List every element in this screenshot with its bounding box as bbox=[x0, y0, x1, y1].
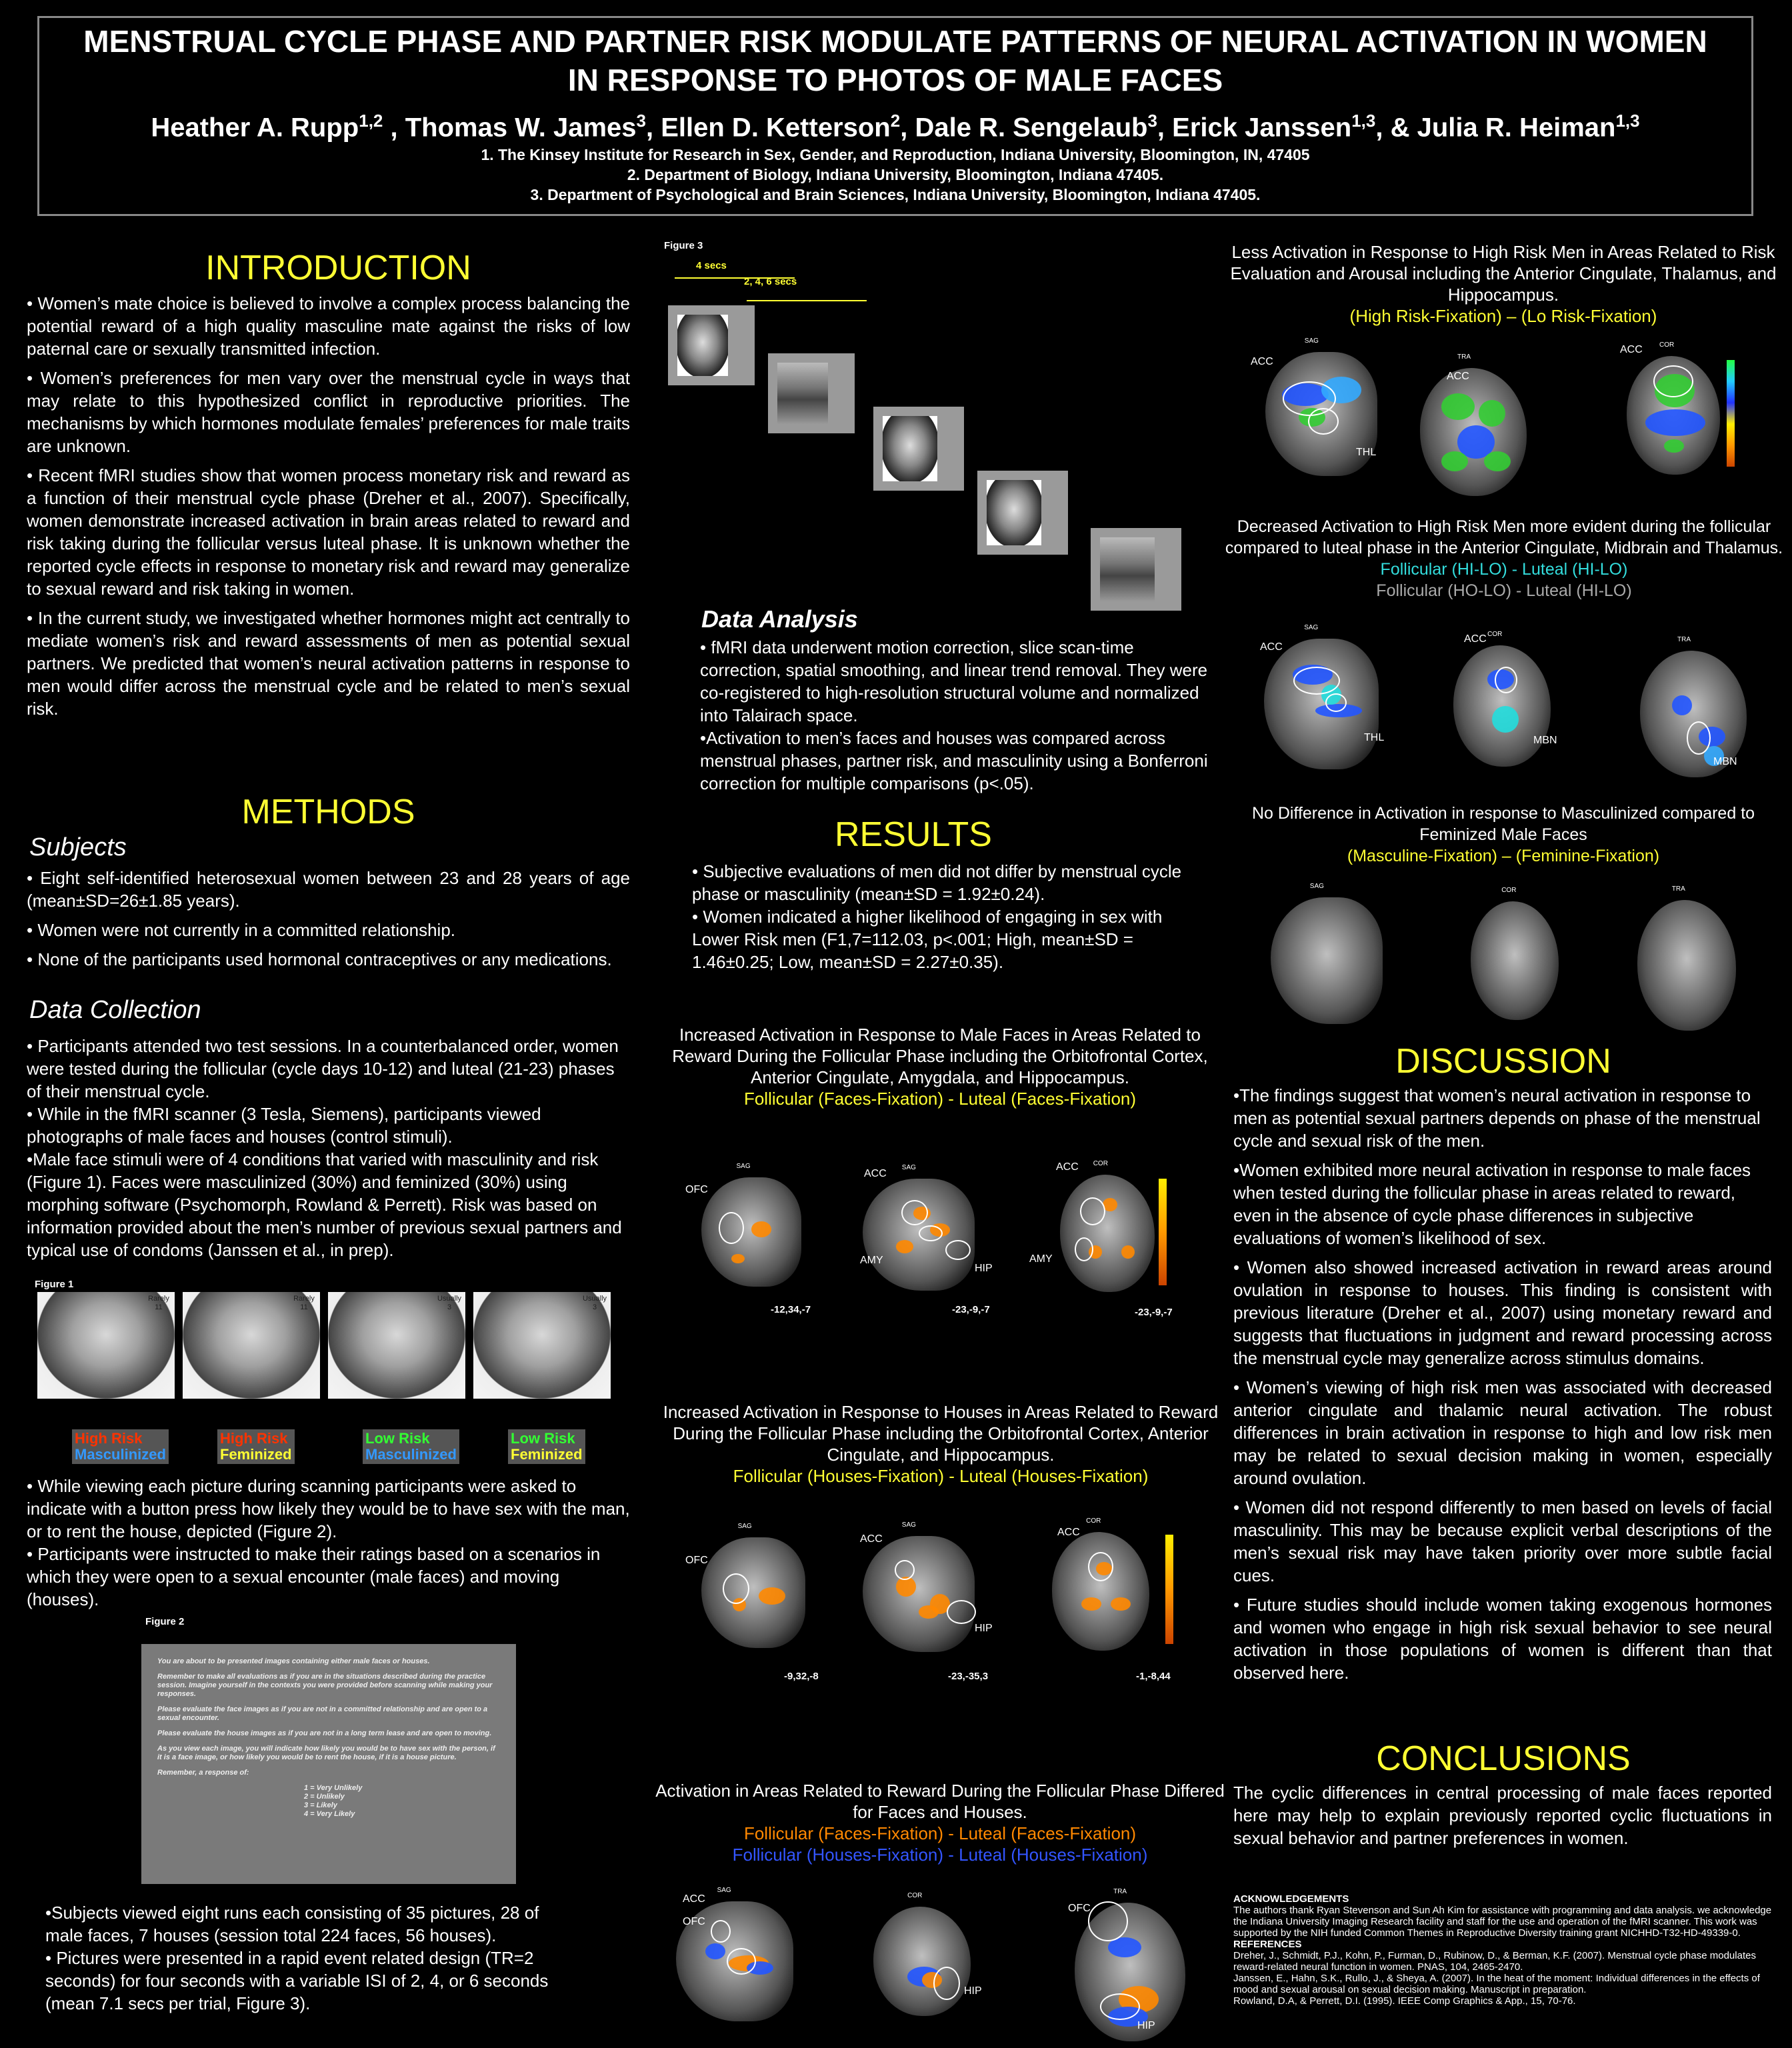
brain-slice-cor bbox=[1471, 901, 1559, 1020]
rating-option: 3 = Likely bbox=[304, 1801, 337, 1809]
brain-slice-sag bbox=[1271, 897, 1383, 1024]
region-label-ofc: OFC bbox=[685, 1555, 708, 1566]
risk-frequency-label: Rarely 11 bbox=[293, 1295, 315, 1311]
view-label: SAG bbox=[901, 1521, 916, 1529]
view-label: COR bbox=[1501, 887, 1517, 894]
roi-circle bbox=[947, 1600, 976, 1624]
slice-coordinate: -12,34,-7 bbox=[771, 1304, 811, 1315]
view-label: TRA bbox=[1677, 636, 1691, 643]
brain-slice-sag bbox=[701, 1537, 805, 1648]
stimulus-face-photo bbox=[473, 1292, 611, 1399]
intro-paragraph: • Women’s mate choice is believed to involve a complex process balancing the potential reward of a high quality masculine mate against the risks of low paternal care or sexually transmitted infection. bbox=[27, 293, 630, 359]
houses-contrast: Follicular (Houses-Fixation) - Luteal (Houses-Fixation) bbox=[733, 1466, 1149, 1486]
figure1-label: Figure 1 bbox=[35, 1279, 74, 1290]
results-item: • Subjective evaluations of men did not differ by menstrual cycle phase or masculinity (mean±SD = 1.92±0.24). bbox=[692, 861, 1182, 904]
risk-frequency-label: Rarely 11 bbox=[148, 1295, 169, 1311]
view-label: TRA bbox=[1671, 885, 1685, 893]
roi-circle bbox=[1080, 1197, 1105, 1225]
acknowledgements-section bbox=[1233, 1893, 1773, 2007]
region-label-mbn: MBN bbox=[1533, 735, 1557, 746]
face-condition-label: High Risk Feminized bbox=[217, 1429, 295, 1464]
roi-circle bbox=[1653, 365, 1693, 397]
masculinity-contrast: (Masculine-Fixation) – (Feminine-Fixation) bbox=[1347, 847, 1660, 865]
discussion-item: • Women’s viewing of high risk men was associated with decreased anterior cingulate and thalamic neural activation. The robust differences in brain activation in response to high and low risk men may be related to sexual decision making in women, especially around ovulation. bbox=[1233, 1377, 1772, 1488]
slice-coordinate: -1,-8,44 bbox=[1136, 1671, 1171, 1682]
affiliation-3: 3. Department of Psychological and Brain Sciences, Indiana University, Bloomington, Indiana 47405. bbox=[530, 186, 1261, 204]
region-label-amy: AMY bbox=[1029, 1253, 1053, 1265]
region-label-hip: HIP bbox=[975, 1263, 993, 1274]
discussion-item: • Future studies should include women taking exogenous hormones and women who engage in high risk sexual behavior to see neural activation in those populations of women is different than that observed here. bbox=[1233, 1595, 1772, 1683]
affiliation-2: 2. Department of Biology, Indiana University, Bloomington, Indiana 47405. bbox=[627, 166, 1164, 184]
discussion-item: •The findings suggest that women’s neural activation in response to men as potential sexual partners depends on phase of the menstrual cycle and sexual risk of the men. bbox=[1233, 1085, 1761, 1151]
procedure-item: • Participants were instructed to make their ratings based on a scenarios in which they were open to a sexual encounter (male faces) and moving (houses). bbox=[27, 1544, 601, 1609]
subjects-heading: Subjects bbox=[29, 833, 127, 861]
view-label: COR bbox=[1659, 341, 1675, 349]
data-analysis-body bbox=[700, 636, 1213, 795]
region-label-ofc: OFC bbox=[685, 1184, 708, 1195]
stimulus-face-photo bbox=[328, 1292, 465, 1399]
region-label-acc: ACC bbox=[683, 1893, 705, 1905]
instruction-line: Remember to make all evaluations as if you are in the situations described during the practice session. Imagine yourself in the contexts you were provided before scanning while making your responses. bbox=[157, 1673, 493, 1698]
roi-circle bbox=[727, 1948, 756, 1975]
roi-circle bbox=[1495, 667, 1517, 693]
phase-contrast-2: Follicular (HO-LO) - Luteal (HI-LO) bbox=[1376, 581, 1632, 600]
phase-contrast-1: Follicular (HI-LO) - Luteal (HI-LO) bbox=[1380, 560, 1628, 579]
view-label: TRA bbox=[1457, 353, 1471, 361]
brain-slice-sag bbox=[1264, 639, 1379, 769]
risk-frequency-label: Usually 3 bbox=[437, 1295, 462, 1311]
data-collection-item: •Male face stimuli were of 4 conditions that varied with masculinity and risk (Figure 1). Faces were masculinized (30%) and feminized (30%) using morphing software (Psychomorph, Rowland & Perrett). Risk was based on information provided about the men’s number of previous sexual partners and typical use of condoms (Janssen et al., in prep). bbox=[27, 1149, 622, 1260]
activation-cluster bbox=[1081, 1597, 1101, 1611]
reference-item: Dreher, J., Schmidt, P.J., Kohn, P., Furman, D., Rubinow, D., & Berman, K.F. (2007). Menstrual cycle phase modulates reward-related neural function in women. PNAS, 104, 2465-2470. bbox=[1233, 1950, 1756, 1973]
activation-cluster bbox=[751, 1221, 771, 1237]
region-label-acc: ACC bbox=[860, 1533, 883, 1545]
acknowledgements-text: The authors thank Ryan Stevenson and Sun Ah Kim for assistance with programming and data analysis. we acknowledge the Indiana University Imaging Research facility and staff for the use and operation of the fMRI scanner. This work was supported by the NIH funded Common Themes in Reproductive Diversity training grant NICHHD-T32-HD-49339-0. bbox=[1233, 1905, 1772, 1939]
introduction-body bbox=[27, 292, 630, 727]
stimulus-face bbox=[668, 305, 755, 385]
faces-caption: Increased Activation in Response to Male Faces in Areas Related to Reward During the Follicular Phase including the Orbitofrontal Cortex, Anterior Cingulate, Amygdala, and Hippocampus. Follicular (Faces-Fixation) - Luteal (Faces-Fixation) bbox=[667, 1024, 1213, 1109]
houses-contrast: Follicular (Houses-Fixation) - Luteal (Houses-Fixation) bbox=[732, 1845, 1148, 1865]
region-label-ofc: OFC bbox=[1068, 1903, 1091, 1914]
slice-coordinate: -23,-9,-7 bbox=[1135, 1307, 1173, 1318]
brain-slice-cor bbox=[873, 1907, 971, 2016]
activation-cluster bbox=[1664, 439, 1684, 453]
color-scale-bar bbox=[1159, 1179, 1167, 1285]
risk-caption: Less Activation in Response to High Risk Men in Areas Related to Risk Evaluation and Arousal including the Anterior Cingulate, Thalamus, and Hippocampus. (High Risk-Fixation) – (Lo Risk-Fixation) bbox=[1220, 241, 1787, 327]
after-fig2-body bbox=[45, 1901, 552, 2015]
activation-cluster bbox=[731, 1254, 745, 1263]
data-collection-body bbox=[27, 1035, 630, 1261]
brain-slice-cor bbox=[1052, 1532, 1149, 1651]
roi-circle bbox=[1325, 693, 1347, 712]
view-label: SAG bbox=[901, 1164, 916, 1171]
intro-paragraph: • In the current study, we investigated whether hormones might act centrally to mediate women’s risk and reward assessments of men as potential sexual partners. We predicted that women’s neural activation patterns in response to men would differ across the menstrual cycle and be related to men’s sexual risk. bbox=[27, 608, 630, 719]
region-label-amy: AMY bbox=[860, 1255, 883, 1266]
region-label-acc: ACC bbox=[1057, 1527, 1080, 1538]
view-label: TRA bbox=[1113, 1888, 1127, 1895]
roi-circle bbox=[1308, 408, 1339, 435]
stimulus-house bbox=[768, 353, 855, 433]
rating-option: 4 = Very Likely bbox=[304, 1810, 355, 1818]
stimulus-face-photo bbox=[183, 1292, 320, 1399]
roi-circle bbox=[945, 1240, 971, 1260]
view-label: COR bbox=[1086, 1517, 1101, 1525]
figure2-instructions bbox=[141, 1644, 516, 1884]
activation-cluster bbox=[1441, 451, 1468, 471]
region-label-acc: ACC bbox=[1056, 1161, 1079, 1173]
subjects-item: • Women were not currently in a committed relationship. bbox=[27, 920, 456, 940]
region-label-mbn: MBN bbox=[1713, 756, 1737, 767]
region-label-acc: ACC bbox=[864, 1168, 887, 1179]
references-heading: REFERENCES bbox=[1233, 1939, 1302, 1950]
brain-slice-tra bbox=[1637, 900, 1736, 1031]
activation-cluster bbox=[1484, 451, 1511, 471]
view-label: COR bbox=[1487, 631, 1503, 638]
intro-paragraph: • Recent fMRI studies show that women process monetary risk and reward as a function of their menstrual cycle phase (Dreher et al., 2007). Specifically, women demonstrate increased activation in brain areas related to reward and risk taking during the follicular versus luteal phase. It is unknown whether the reported cycle effects in response to monetary risk and reward may generalize to sexual reward and risk taking in women. bbox=[27, 465, 630, 599]
roi-circle bbox=[1075, 1237, 1093, 1261]
roi-circle bbox=[711, 1920, 731, 1943]
color-scale-bar bbox=[1165, 1535, 1173, 1644]
region-label-thl: THL bbox=[1356, 447, 1377, 458]
roi-circle bbox=[723, 1573, 749, 1604]
region-label-acc: ACC bbox=[1260, 641, 1283, 653]
stimulus-face bbox=[873, 407, 964, 491]
subjects-item: • Eight self-identified heterosexual women between 23 and 28 years of age (mean±SD=26±1.85 years). bbox=[27, 868, 630, 911]
data-collection-item: • While in the fMRI scanner (3 Tesla, Siemens), participants viewed photographs of male faces and houses (control stimuli). bbox=[27, 1104, 541, 1147]
roi-circle bbox=[895, 1560, 915, 1580]
view-label: SAG bbox=[1309, 883, 1324, 890]
rating-scale bbox=[304, 1784, 500, 1819]
face-condition-label: Low Risk Feminized bbox=[508, 1429, 585, 1464]
discussion-body bbox=[1233, 1084, 1772, 1691]
stimulus-face bbox=[977, 471, 1068, 555]
stimulus-face-photo bbox=[37, 1292, 175, 1399]
slice-coordinate: -23,-9,-7 bbox=[952, 1304, 990, 1315]
brain-slice-cor bbox=[1060, 1175, 1155, 1292]
authors: Heather A. Rupp$^{1,2}$ , Thomas W. James$^3$, Ellen D. Ketterson$^2$, Dale R. Sengelaub$^3$, Erick Janssen$^{1,3}$, & Julia R. Heiman$^{1,3}$ bbox=[151, 111, 1640, 143]
roi-circle bbox=[1088, 1552, 1113, 1581]
poster-title: MENSTRUAL CYCLE PHASE AND PARTNER RISK MODULATE PATTERNS OF NEURAL ACTIVATION IN WOMEN IN RESPONSE TO PHOTOS OF MALE FACES bbox=[83, 24, 1707, 97]
discussion-item: • Women did not respond differently to men based on levels of facial masculinity. This may be because explicit verbal descriptions of the men’s sexual risk may have taken priority over more subtle facial cues. bbox=[1233, 1497, 1772, 1585]
region-label-acc: ACC bbox=[1620, 344, 1643, 355]
face-condition-label: Low Risk Masculinized bbox=[363, 1429, 459, 1464]
faces-contrast: Follicular (Faces-Fixation) - Luteal (Faces-Fixation) bbox=[743, 1823, 1137, 1843]
activation-cluster bbox=[1645, 409, 1705, 436]
discussion-item: •Women exhibited more neural activation in response to male faces when tested during the follicular phase in areas related to reward, even in the absence of cycle phase differences in subjective evaluations of women’s likelihood of sex. bbox=[1233, 1160, 1751, 1248]
instruction-line: Please evaluate the face images as if you are not in a committed relationship and are open to a sexual encounter. bbox=[157, 1705, 488, 1722]
analysis-item: • fMRI data underwent motion correction, slice scan-time correction, spatial smoothing, and linear trend removal. They were co-registered to high-resolution structural volume and normalized into Talairach space. bbox=[700, 637, 1208, 725]
faces-vs-houses-caption: Activation in Areas Related to Reward During the Follicular Phase Differed for Faces and Houses. Follicular (Faces-Fixation) - Luteal (Faces-Fixation) Follicular (Houses-Fixation) - Luteal (Houses-Fixation) bbox=[647, 1780, 1233, 1865]
brain-slice-sag bbox=[863, 1536, 975, 1652]
roi-circle bbox=[901, 1200, 928, 1225]
roi-circle bbox=[1293, 667, 1340, 695]
discussion-item: • Women also showed increased activation in reward areas around ovulation in response to houses. This finding is consistent with previous literature (Dreher et al., 2007) using monetary reward and suggests that fluctuations in judgment and reward processing across the menstrual cycle may generalize across stimulus domains. bbox=[1233, 1257, 1772, 1368]
roi-circle bbox=[1687, 721, 1711, 755]
view-label: SAG bbox=[737, 1523, 752, 1530]
risk-contrast: (High Risk-Fixation) – (Lo Risk-Fixation) bbox=[1349, 306, 1657, 326]
roi-circle bbox=[919, 1225, 943, 1241]
instruction-line: Remember, a response of: bbox=[157, 1769, 249, 1777]
acknowledgements-heading: ACKNOWLEDGEMENTS bbox=[1233, 1893, 1349, 1905]
data-collection-item: • Participants attended two test sessions. In a counterbalanced order, women were tested during the follicular (cycle days 10-12) and luteal (21-23) phases of their menstrual cycle. bbox=[27, 1036, 619, 1101]
methods-heading: METHODS bbox=[241, 793, 415, 831]
rating-option: 1 = Very Unlikely bbox=[304, 1784, 363, 1792]
timing-isi: 2, 4, 6 secs bbox=[744, 276, 797, 287]
discussion-heading: DISCUSSION bbox=[1395, 1042, 1611, 1081]
region-label-thl: THL bbox=[1364, 732, 1385, 743]
faces-contrast: Follicular (Faces-Fixation) - Luteal (Faces-Fixation) bbox=[743, 1089, 1137, 1109]
subjects-body bbox=[27, 867, 630, 977]
conclusions-body: The cyclic differences in central processing of male faces reported here may help to explain previously reported cyclic fluctuations in sexual behavior and partner preferences in women. bbox=[1233, 1783, 1772, 1848]
procedure-item: • Pictures were presented in a rapid event related design (TR=2 seconds) for four seconds with a variable ISI of 2, 4, or 6 seconds (mean 7.1 secs per trial, Figure 3). bbox=[45, 1948, 549, 2013]
houses-caption: Increased Activation in Response to Houses in Areas Related to Reward During the Follicular Phase including the Orbitofrontal Cortex, Anterior Cingulate, and Hippocampus. Follicular (Houses-Fixation) - Luteal (Houses-Fixation) bbox=[657, 1401, 1224, 1487]
activation-cluster bbox=[1479, 400, 1505, 427]
activation-cluster bbox=[705, 1943, 725, 1959]
reference-item: Janssen, E., Hahn, S.K., Rullo, J., & Sheya, A. (2007). In the heat of the moment: Individual differences in the effects of mood and sexual arousal on sexual decision making. Manuscript in preparation. bbox=[1233, 1973, 1760, 1995]
instruction-line: You are about to be presented images containing either male faces or houses. bbox=[157, 1657, 430, 1665]
rating-option: 2 = Unlikely bbox=[304, 1793, 345, 1801]
introduction-heading: INTRODUCTION bbox=[205, 249, 471, 287]
slice-coordinate: -23,-35,3 bbox=[948, 1671, 989, 1682]
face-condition-label: High Risk Masculinized bbox=[72, 1429, 169, 1464]
region-label-hip: HIP bbox=[975, 1623, 993, 1634]
stimulus-house bbox=[1091, 528, 1181, 611]
view-label: SAG bbox=[717, 1887, 731, 1894]
activation-cluster bbox=[1121, 1245, 1135, 1259]
timing-line bbox=[747, 300, 867, 301]
roi-circle bbox=[1100, 1993, 1140, 2020]
procedure-item: •Subjects viewed eight runs each consisting of 35 pictures, 28 of male faces, 7 houses (session total 224 faces, 56 houses). bbox=[45, 1903, 539, 1945]
masculinity-caption: No Difference in Activation in response to Masculinized compared to Feminized Male Faces (Masculine-Fixation) – (Feminine-Fixation) bbox=[1227, 803, 1780, 867]
instruction-line: Please evaluate the house images as if you are not in a long term lease and are open to moving. bbox=[157, 1729, 492, 1737]
data-analysis-heading: Data Analysis bbox=[701, 605, 858, 633]
view-label: COR bbox=[1093, 1160, 1108, 1167]
color-scale-bar bbox=[1727, 360, 1735, 467]
conclusions-heading: CONCLUSIONS bbox=[1376, 1739, 1631, 1778]
results-body bbox=[692, 860, 1199, 973]
roi-circle bbox=[1088, 1901, 1128, 1941]
region-label-hip: HIP bbox=[964, 1985, 982, 1997]
view-label: SAG bbox=[1304, 337, 1319, 345]
activation-cluster bbox=[1672, 695, 1692, 715]
slice-coordinate: -9,32,-8 bbox=[784, 1671, 819, 1682]
risk-frequency-label: Usually 3 bbox=[582, 1295, 607, 1311]
view-label: SAG bbox=[736, 1163, 751, 1170]
procedure-item: • While viewing each picture during scanning participants were asked to indicate with a button press how likely they would be to have sex with the man, or to rent the house, depicted (Figure 2). bbox=[27, 1476, 630, 1541]
roi-circle bbox=[933, 1967, 960, 2000]
intro-paragraph: • Women’s preferences for men vary over the menstrual cycle in ways that may relate to this hypothesized conflict in reproductive priorities. The mechanisms by which hormones modulate females’ preferences for male traits are unknown. bbox=[27, 368, 630, 456]
instruction-line: As you view each image, you will indicate how likely you would be to have sex with the person, if it is a face image, or how likely you would be to rent the house, if it is a house picture. bbox=[157, 1745, 495, 1761]
figure2-label: Figure 2 bbox=[145, 1616, 185, 1627]
results-item: • Women indicated a higher likelihood of engaging in sex with Lower Risk men (F1,7=112.03, p<.001; High, mean±SD = 1.46±0.25; Low, mean±SD = 2.27±0.35). bbox=[692, 907, 1163, 972]
figure3-label: Figure 3 bbox=[664, 240, 703, 251]
region-label-acc: ACC bbox=[1464, 633, 1487, 645]
subjects-item: • None of the participants used hormonal contraceptives or any medications. bbox=[27, 949, 612, 969]
roi-circle bbox=[719, 1212, 744, 1244]
affiliation-1: 1. The Kinsey Institute for Research in Sex, Gender, and Reproduction, Indiana University, Bloomington, IN, 47405 bbox=[481, 146, 1310, 164]
reference-item: Rowland, D.A, & Perrett, D.I. (1995). IEEE Comp Graphics & App., 15, 70-76. bbox=[1233, 1995, 1576, 2007]
view-label: SAG bbox=[1304, 624, 1319, 631]
analysis-item: •Activation to men’s faces and houses was compared across menstrual phases, partner risk, and masculinity using a Bonferroni correction for multiple comparisons (p<.05). bbox=[700, 728, 1208, 793]
phase-caption: Decreased Activation to High Risk Men more evident during the follicular compared to luteal phase in the Anterior Cingulate, Midbrain and Thalamus. Follicular (HI-LO) - Luteal (HI-LO) Follicular (HO-LO) - Luteal (HI-LO) bbox=[1217, 516, 1791, 601]
results-heading: RESULTS bbox=[835, 815, 992, 854]
region-label-acc: ACC bbox=[1251, 356, 1273, 367]
timing-4-secs: 4 secs bbox=[696, 260, 727, 271]
activation-cluster bbox=[1111, 1597, 1131, 1611]
region-label-acc: ACC bbox=[1447, 371, 1469, 382]
data-collection-heading: Data Collection bbox=[29, 996, 201, 1024]
after-fig1-body bbox=[27, 1475, 630, 1611]
region-label-hip: HIP bbox=[1137, 2020, 1155, 2031]
region-label-ofc: OFC bbox=[683, 1916, 705, 1927]
activation-cluster bbox=[759, 1587, 785, 1605]
view-label: COR bbox=[907, 1892, 923, 1899]
poster-header bbox=[37, 16, 1753, 216]
